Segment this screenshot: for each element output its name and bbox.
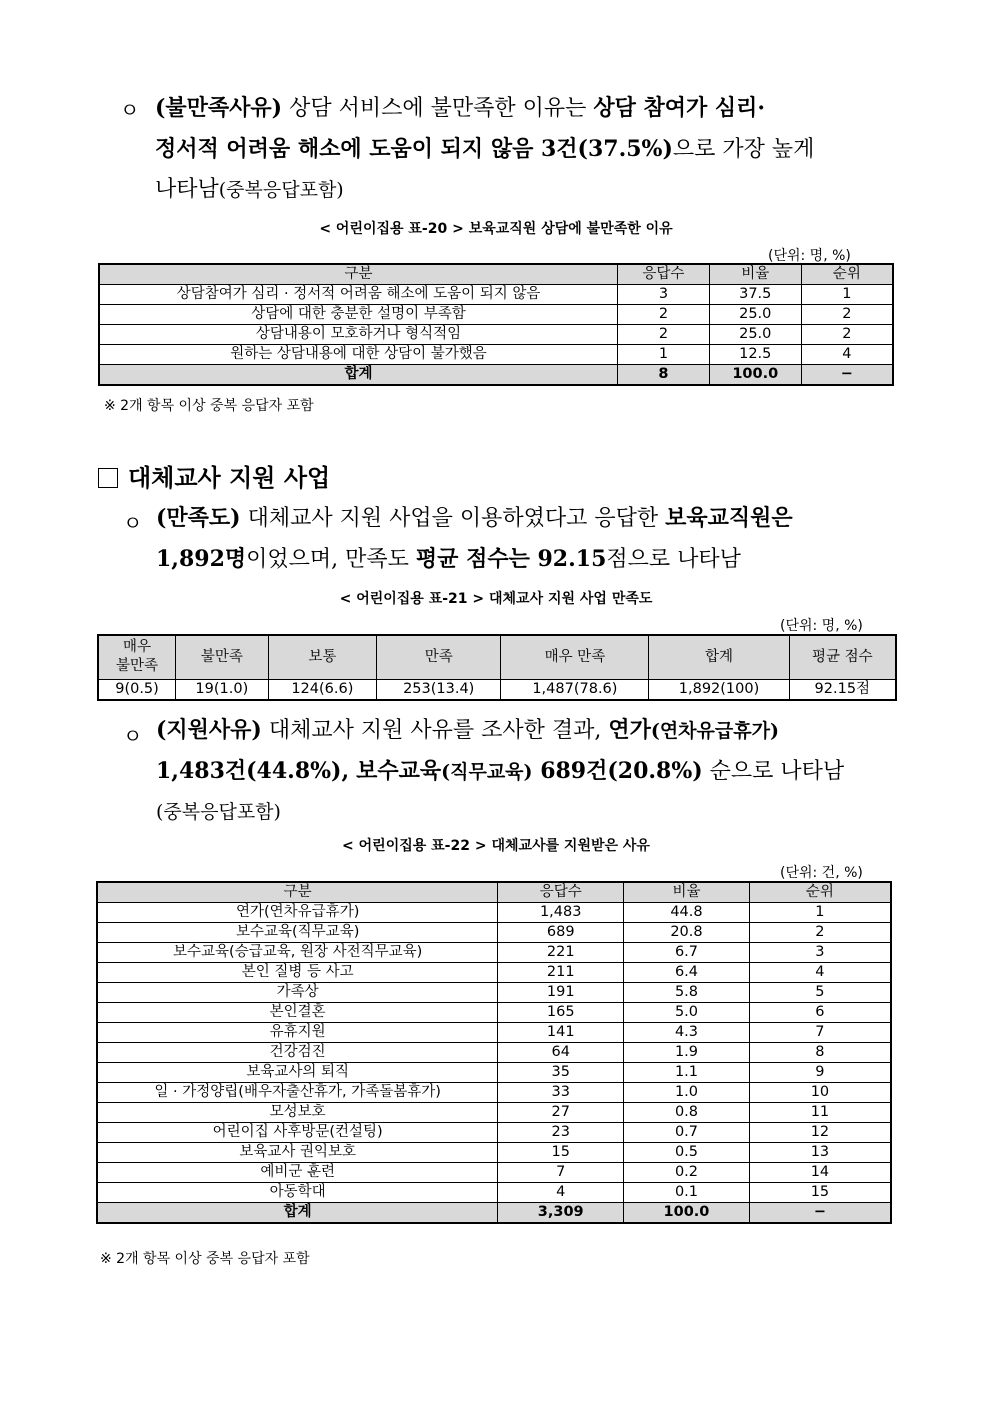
table-row — [97, 1103, 891, 1123]
table-cell: 2 — [801, 305, 893, 325]
table-cell: 일 · 가정양립(배우자출산휴가, 가족돌봄휴가) — [97, 1083, 498, 1103]
bold-text: 1,892명 — [156, 546, 247, 572]
total-cell: − — [749, 1203, 891, 1224]
table-22-unit: (단위: 건, %) — [780, 865, 863, 881]
table-cell: 19(1.0) — [176, 679, 269, 700]
column-header: 보통 — [268, 635, 376, 679]
table-cell: 6.7 — [624, 943, 750, 963]
table-cell: 보수교육(승급교육, 원장 사전직무교육) — [97, 943, 498, 963]
table-cell: 0.8 — [624, 1103, 750, 1123]
total-row — [97, 1203, 891, 1224]
paragraph-support-reason — [156, 710, 901, 832]
table-cell: 5.8 — [624, 983, 750, 1003]
table-cell: 92.15점 — [789, 679, 896, 700]
table-cell: 0.5 — [624, 1143, 750, 1163]
table-cell: 건강검진 — [97, 1043, 498, 1063]
table-row — [97, 1023, 891, 1043]
table-cell: 4 — [498, 1183, 624, 1203]
note-text: (중복응답포함) — [156, 801, 281, 823]
table-cell: 25.0 — [709, 325, 801, 345]
checkbox-square-icon — [98, 468, 118, 488]
table-cell: 보육교사의 퇴직 — [97, 1063, 498, 1083]
table-cell: 35 — [498, 1063, 624, 1083]
table-cell: 예비군 훈련 — [97, 1163, 498, 1183]
table-cell: 1.1 — [624, 1063, 750, 1083]
table-row — [97, 1163, 891, 1183]
column-header: 응답수 — [618, 264, 710, 285]
table-cell: 모성보호 — [97, 1103, 498, 1123]
table-row — [97, 903, 891, 923]
table-row — [97, 963, 891, 983]
table-cell: 44.8 — [624, 903, 750, 923]
table-row — [99, 325, 893, 345]
total-cell: 100.0 — [709, 365, 801, 386]
lead-text: (지원사유) — [156, 717, 262, 743]
bold-text: 보수교육 — [356, 758, 442, 784]
column-header: 응답수 — [498, 882, 624, 903]
table-cell: 2 — [618, 305, 710, 325]
table-cell: 상담에 대한 충분한 설명이 부족함 — [99, 305, 618, 325]
table-cell: 0.2 — [624, 1163, 750, 1183]
table-cell: 보수교육(직무교육) — [97, 923, 498, 943]
table-header-row — [98, 635, 896, 679]
total-row — [99, 365, 893, 386]
table-cell: 689 — [498, 923, 624, 943]
table-cell: 191 — [498, 983, 624, 1003]
table-cell: 12 — [749, 1123, 891, 1143]
total-cell: 8 — [618, 365, 710, 386]
table-row — [97, 983, 891, 1003]
table-row — [97, 1123, 891, 1143]
table-cell: 5.0 — [624, 1003, 750, 1023]
body-text: 나타남 — [155, 177, 219, 202]
table-20-unit: (단위: 명, %) — [768, 248, 851, 264]
table-row — [97, 943, 891, 963]
table-cell: 1 — [749, 903, 891, 923]
body-text: 으로 가장 높게 — [672, 137, 815, 162]
table-cell: 64 — [498, 1043, 624, 1063]
table-cell: 본인결혼 — [97, 1003, 498, 1023]
table-21-unit: (단위: 명, %) — [780, 618, 863, 634]
table-cell: 0.1 — [624, 1183, 750, 1203]
table-cell: 상담내용이 모호하거나 형식적임 — [99, 325, 618, 345]
table-cell: 1,892(100) — [649, 679, 789, 700]
table-cell: 연가(연차유급휴가) — [97, 903, 498, 923]
bold-text: 정서적 어려움 해소에 도움이 되지 않음 3건(37.5%) — [155, 136, 673, 162]
table-cell: 가족상 — [97, 983, 498, 1003]
table-22 — [96, 881, 892, 1224]
table-cell: 4 — [749, 963, 891, 983]
table-22-note: ※ 2개 항목 이상 중복 응답자 포함 — [100, 1251, 310, 1267]
table-cell: 본인 질병 등 사고 — [97, 963, 498, 983]
column-header: 구분 — [99, 264, 618, 285]
table-cell: 165 — [498, 1003, 624, 1023]
table-cell: 3 — [749, 943, 891, 963]
table-cell: 141 — [498, 1023, 624, 1043]
table-row — [97, 923, 891, 943]
table-cell: 원하는 상담내용에 대한 상담이 불가했음 — [99, 345, 618, 365]
table-cell: 33 — [498, 1083, 624, 1103]
table-cell: 1 — [801, 285, 893, 305]
table-header-row — [97, 882, 891, 903]
note-text: (중복응답포함) — [218, 179, 344, 201]
table-cell: 6 — [749, 1003, 891, 1023]
table-cell: 2 — [618, 325, 710, 345]
table-row — [99, 285, 893, 305]
table-cell: 아동학대 — [97, 1183, 498, 1203]
table-cell: 15 — [749, 1183, 891, 1203]
paragraph-dissatisfaction-reason — [155, 88, 900, 210]
paragraph-satisfaction — [156, 498, 901, 580]
table-cell: 유휴지원 — [97, 1023, 498, 1043]
bullet-marker: ㅇ — [123, 724, 143, 748]
column-header: 불만족 — [176, 635, 269, 679]
total-cell: 합계 — [97, 1203, 498, 1224]
table-row — [97, 1143, 891, 1163]
total-cell: 합계 — [99, 365, 618, 386]
table-row — [97, 1083, 891, 1103]
table-cell: 어린이집 사후방문(컨설팅) — [97, 1123, 498, 1143]
table-cell: 14 — [749, 1163, 891, 1183]
table-cell: 2 — [801, 325, 893, 345]
table-cell: 7 — [749, 1023, 891, 1043]
table-cell: 8 — [749, 1043, 891, 1063]
bold-text: (직무교육) — [441, 761, 533, 783]
bullet-marker: ㅇ — [120, 98, 140, 122]
table-cell: 221 — [498, 943, 624, 963]
bold-text: 평균 점수는 92.15 — [415, 546, 607, 572]
column-header: 합계 — [649, 635, 789, 679]
column-header: 비율 — [709, 264, 801, 285]
column-header: 매우 불만족 — [98, 635, 176, 679]
table-cell: 25.0 — [709, 305, 801, 325]
table-row — [99, 305, 893, 325]
table-row — [97, 1043, 891, 1063]
column-header: 순위 — [749, 882, 891, 903]
table-20 — [98, 263, 894, 386]
bold-text: 연가 — [608, 717, 651, 743]
body-text: 점으로 나타남 — [606, 547, 741, 572]
table-cell: 7 — [498, 1163, 624, 1183]
bold-text: 상담 참여가 심리· — [593, 95, 766, 121]
table-cell: 9 — [749, 1063, 891, 1083]
table-cell: 3 — [618, 285, 710, 305]
total-cell: − — [801, 365, 893, 386]
table-cell: 5 — [749, 983, 891, 1003]
bold-text: 1,483건(44.8%), — [156, 758, 350, 784]
table-cell: 보육교사 권익보호 — [97, 1143, 498, 1163]
table-21-caption: < 어린이집용 표-21 > 대체교사 지원 사업 만족도 — [339, 591, 653, 607]
table-row — [97, 1183, 891, 1203]
body-text: 이었으며, 만족도 — [246, 547, 416, 572]
column-header: 비율 — [624, 882, 750, 903]
total-cell: 3,309 — [498, 1203, 624, 1224]
table-cell: 1.9 — [624, 1043, 750, 1063]
lead-text: (만족도) — [156, 505, 241, 531]
table-cell: 27 — [498, 1103, 624, 1123]
table-22-caption: < 어린이집용 표-22 > 대체교사를 지원받은 사유 — [342, 838, 650, 854]
section-heading — [98, 458, 330, 493]
table-row — [99, 345, 893, 365]
table-row — [97, 1063, 891, 1083]
total-cell: 100.0 — [624, 1203, 750, 1224]
table-20-note: ※ 2개 항목 이상 중복 응답자 포함 — [104, 398, 314, 414]
table-cell: 4 — [801, 345, 893, 365]
table-cell: 4.3 — [624, 1023, 750, 1043]
table-cell: 6.4 — [624, 963, 750, 983]
table-header-row — [99, 264, 893, 285]
table-cell: 9(0.5) — [98, 679, 176, 700]
column-header: 평균 점수 — [789, 635, 896, 679]
column-header: 구분 — [97, 882, 498, 903]
table-row — [98, 679, 896, 700]
table-cell: 15 — [498, 1143, 624, 1163]
body-text: 대체교사 지원 사업을 이용하였다고 응답한 — [240, 506, 666, 531]
body-text: 순으로 나타남 — [702, 759, 845, 784]
bold-text: 689건(20.8%) — [532, 758, 703, 784]
table-cell: 0.7 — [624, 1123, 750, 1143]
table-cell: 37.5 — [709, 285, 801, 305]
table-cell: 1.0 — [624, 1083, 750, 1103]
table-cell: 상담참여가 심리 · 정서적 어려움 해소에 도움이 되지 않음 — [99, 285, 618, 305]
table-cell: 2 — [749, 923, 891, 943]
table-cell: 12.5 — [709, 345, 801, 365]
table-cell: 13 — [749, 1143, 891, 1163]
table-cell: 23 — [498, 1123, 624, 1143]
bold-text: (연차유급휴가) — [650, 720, 779, 742]
table-cell: 1,487(78.6) — [501, 679, 649, 700]
body-text: 상담 서비스에 불만족한 이유는 — [282, 96, 594, 121]
table-cell: 1,483 — [498, 903, 624, 923]
table-row — [97, 1003, 891, 1023]
column-header: 순위 — [801, 264, 893, 285]
table-cell: 211 — [498, 963, 624, 983]
column-header: 매우 만족 — [501, 635, 649, 679]
table-21 — [97, 634, 897, 701]
table-cell: 124(6.6) — [268, 679, 376, 700]
table-cell: 1 — [618, 345, 710, 365]
section-title: 대체교사 지원 사업 — [128, 464, 331, 492]
table-cell: 253(13.4) — [377, 679, 501, 700]
bold-text: 보육교직원은 — [665, 505, 793, 531]
column-header: 만족 — [377, 635, 501, 679]
table-20-caption: < 어린이집용 표-20 > 보육교직원 상담에 불만족한 이유 — [319, 221, 673, 237]
table-cell: 20.8 — [624, 923, 750, 943]
table-cell: 11 — [749, 1103, 891, 1123]
table-cell: 10 — [749, 1083, 891, 1103]
lead-text: (불만족사유) — [155, 95, 283, 121]
body-text: 대체교사 지원 사유를 조사한 결과, — [261, 718, 609, 743]
bullet-marker: ㅇ — [123, 511, 143, 535]
